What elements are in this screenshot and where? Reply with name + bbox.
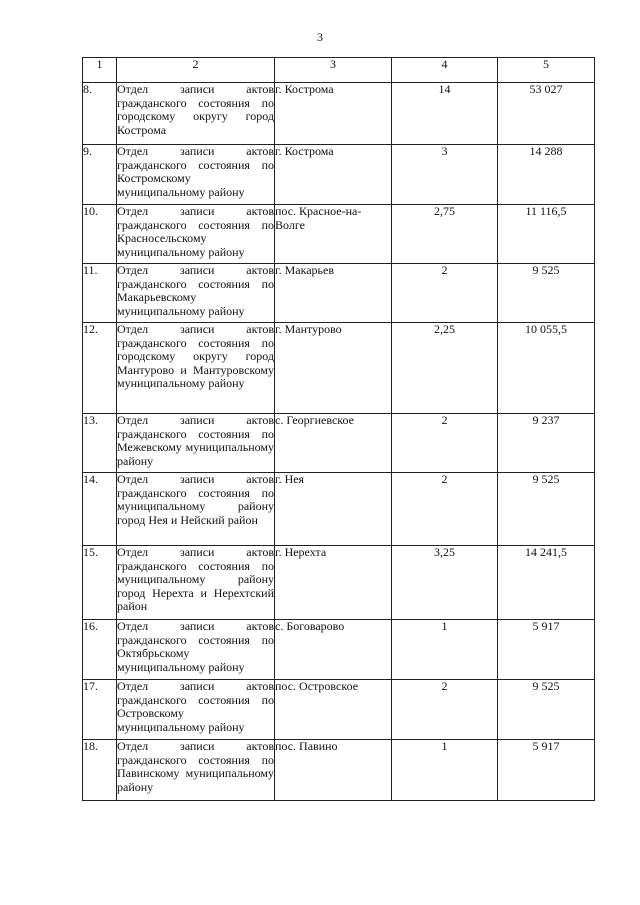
row-number: 11. [83,264,117,323]
header-row [83,58,595,83]
table-row [83,264,595,323]
office-name: Отдел записи актов гражданского состояния по муниципальному району город Нерехта и Нерехтский район [117,546,275,620]
registry-table [82,57,595,801]
table-body [83,83,595,801]
header-col-1: 1 [83,58,117,83]
staff-units: 2 [392,680,498,740]
row-number: 15. [83,546,117,620]
table-row [83,546,595,620]
amount-value: 9 525 [498,264,595,323]
office-name: Отдел записи актов гражданского состояния по Макарьевскому муниципальному району [117,264,275,323]
header-col-3: 3 [275,58,392,83]
amount-value: 5 917 [498,740,595,801]
office-location: г. Нея [275,473,392,546]
amount-value: 14 288 [498,145,595,205]
row-number: 8. [83,83,117,145]
table-row [83,323,595,414]
staff-units: 14 [392,83,498,145]
office-name: Отдел записи актов гражданского состояния по Островскому муниципальному району [117,680,275,740]
table-row [83,620,595,680]
amount-value: 10 055,5 [498,323,595,414]
office-name: Отдел записи актов гражданского состояния по Костромскому муниципальному району [117,145,275,205]
table-row [83,740,595,801]
staff-units: 2 [392,264,498,323]
staff-units: 3,25 [392,546,498,620]
staff-units: 3 [392,145,498,205]
office-name: Отдел записи актов гражданского состояния по Октябрьскому муниципальному району [117,620,275,680]
amount-value: 9 525 [498,473,595,546]
staff-units: 2,75 [392,205,498,264]
office-name: Отдел записи актов гражданского состояния по муниципальному району город Нея и Нейский район [117,473,275,546]
amount-value: 9 525 [498,680,595,740]
office-location: с. Боговарово [275,620,392,680]
office-location: г. Нерехта [275,546,392,620]
staff-units: 1 [392,740,498,801]
office-location: г. Кострома [275,145,392,205]
office-location: пос. Павино [275,740,392,801]
table-row [83,145,595,205]
table-row [83,473,595,546]
row-number: 17. [83,680,117,740]
table-row [83,205,595,264]
office-name: Отдел записи актов гражданского состояния по городскому округу город Мантурово и Мантуровскому муниципальному району [117,323,275,414]
amount-value: 9 237 [498,414,595,473]
row-number: 18. [83,740,117,801]
staff-units: 2,25 [392,323,498,414]
office-location: пос. Красное-на-Волге [275,205,392,264]
staff-units: 1 [392,620,498,680]
office-location: г. Макарьев [275,264,392,323]
office-name: Отдел записи актов гражданского состояния по Межевскому муниципальному району [117,414,275,473]
row-number: 16. [83,620,117,680]
row-number: 9. [83,145,117,205]
office-location: г. Мантурово [275,323,392,414]
table-row [83,414,595,473]
row-number: 12. [83,323,117,414]
header-col-4: 4 [392,58,498,83]
amount-value: 11 116,5 [498,205,595,264]
office-name: Отдел записи актов гражданского состояния по Красносельскому муниципальному району [117,205,275,264]
office-location: г. Кострома [275,83,392,145]
row-number: 10. [83,205,117,264]
staff-units: 2 [392,473,498,546]
office-location: пос. Островское [275,680,392,740]
table-row [83,680,595,740]
office-name: Отдел записи актов гражданского состояния по городскому округу город Кострома [117,83,275,145]
amount-value: 53 027 [498,83,595,145]
amount-value: 5 917 [498,620,595,680]
office-location: с. Георгиевское [275,414,392,473]
header-col-2: 2 [117,58,275,83]
table-row [83,83,595,145]
row-number: 14. [83,473,117,546]
page-number: 3 [317,30,323,44]
table-header [83,58,595,83]
office-name: Отдел записи актов гражданского состояния по Павинскому муниципальному району [117,740,275,801]
staff-units: 2 [392,414,498,473]
row-number: 13. [83,414,117,473]
header-col-5: 5 [498,58,595,83]
amount-value: 14 241,5 [498,546,595,620]
